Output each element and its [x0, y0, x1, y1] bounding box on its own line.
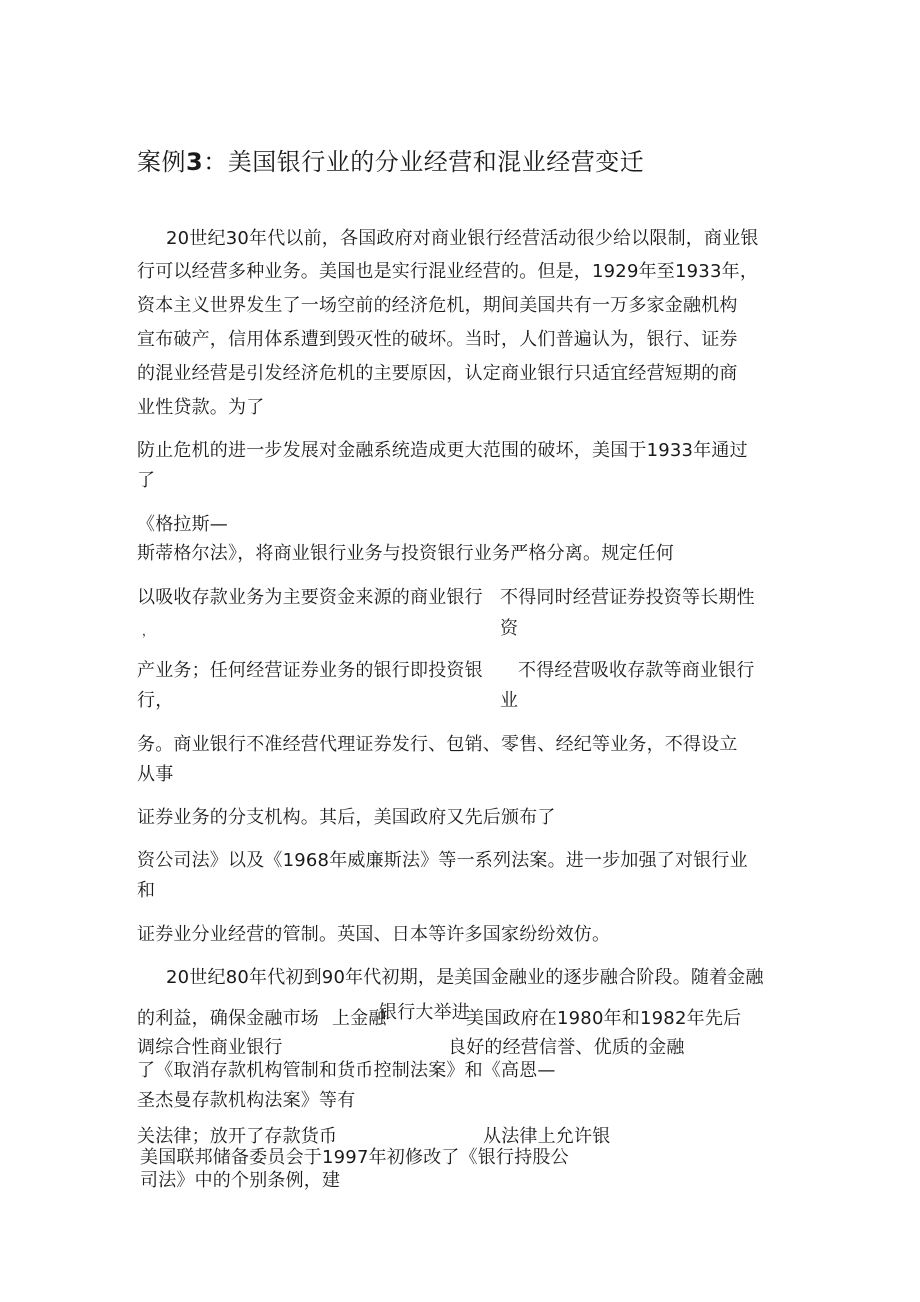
text-line: 务。商业银行不准经营代理证券发行、包销、零售、经纪等业务，不得设立 — [137, 734, 738, 755]
text-line: 司法》中的个别条例，建 — [140, 1170, 341, 1191]
text-line: 证券业分业经营的管制。英国、日本等许多国家纷纷效仿。 — [137, 924, 611, 945]
text-line: 上金融 — [332, 1008, 387, 1029]
text-line: 业性贷款。为了 — [137, 397, 265, 418]
text-line: 美国联邦储备委员会于1997年初修改了《银行持股公 — [140, 1147, 569, 1168]
text-line: 斯蒂格尔法》，将商业银行业务与投资银行业务严格分离。规定任何 — [137, 543, 674, 564]
text-line: 《格拉斯— — [137, 514, 228, 535]
text-fragment: 业 — [500, 690, 519, 711]
text-line: 美国政府在1980年和1982年先后 — [466, 1008, 742, 1029]
text-line: 了 — [137, 470, 156, 491]
text-line: 从法律上允许银 — [483, 1126, 611, 1147]
text-fragment: 资 — [500, 618, 519, 639]
text-line: 的混业经营是引发经济危机的主要原因，认定商业银行只适宜经营短期的商 — [137, 363, 738, 384]
text-line: 不得经营吸收存款等商业银行 — [518, 660, 755, 681]
text-line: 从事 — [137, 764, 174, 785]
text-line: 和 — [137, 880, 156, 901]
text-line: 良好的经营信誉、优质的金融 — [448, 1037, 685, 1058]
text-line: 行可以经营多种业务。美国也是实行混业经营的。但是，1929年至1933年， — [137, 261, 759, 282]
text-line: 20世纪80年代初到90年代初期，是美国金融业的逐步融合阶段。随着金融 — [166, 967, 764, 988]
text-line: 产业务；任何经营证券业务的银行即投资银 — [137, 660, 483, 681]
text-fragment: ， — [142, 624, 155, 638]
text-line: 不得同时经营证券投资等长期性 — [500, 587, 755, 608]
text-line: 关法律；放开了存款货币 — [137, 1126, 338, 1147]
text-fragment: 行， — [137, 690, 174, 711]
text-line: 资本主义世界发生了一场空前的经济危机，期间美国共有一万多家金融机构 — [137, 295, 738, 316]
text-line: 的利益，确保金融市场 — [137, 1008, 319, 1029]
text-line: 以吸收存款业务为主要资金来源的商业银行 — [137, 587, 483, 608]
text-line: 调综合性商业银行 — [137, 1037, 283, 1058]
text-line: 宣布破产，信用体系遭到毁灭性的破坏。当时，人们普遍认为，银行、证券 — [137, 329, 738, 350]
text-line: 银行大举进 — [379, 1002, 470, 1023]
text-line: 了《取消存款机构管制和货币控制法案》和《高恩— — [137, 1060, 556, 1081]
text-line: 防止危机的进一步发展对金融系统造成更大范围的破坏，美国于1933年通过 — [137, 440, 748, 461]
text-line: 圣杰曼存款机构法案》等有 — [137, 1090, 356, 1111]
text-line: 资公司法》以及《1968年威廉斯法》等一系列法案。进一步加强了对银行业 — [137, 850, 748, 871]
text-line: 证券业务的分支机构。其后，美国政府又先后颁布了 — [137, 807, 556, 828]
text-line: 20世纪30年代以前，各国政府对商业银行经营活动很少给以限制，商业银 — [166, 228, 759, 249]
document-title: 案例3：美国银行业的分业经营和混业经营变迁 — [137, 148, 645, 176]
